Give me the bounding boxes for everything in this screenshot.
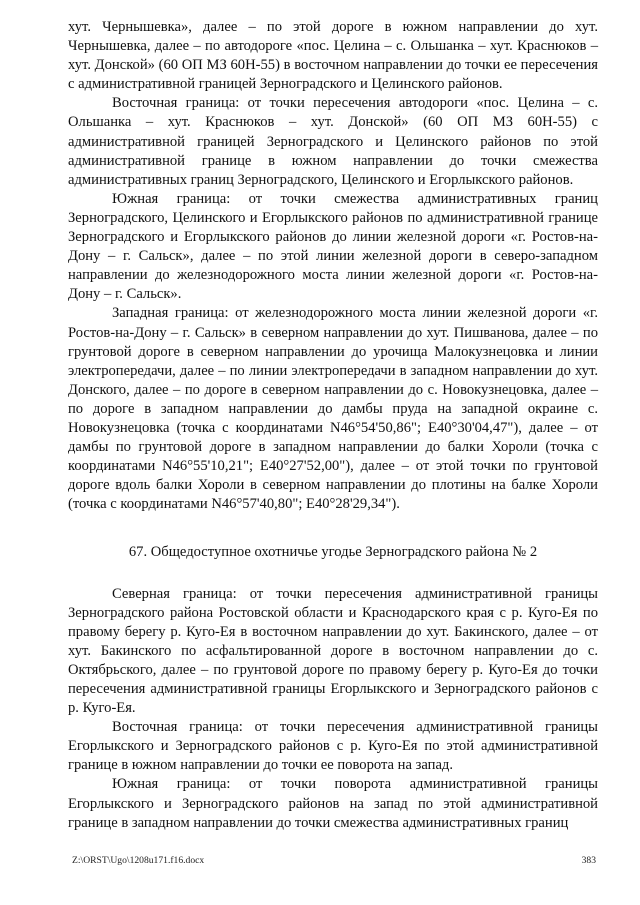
page-footer [72,855,596,866]
footer-page-number: 383 [581,855,596,866]
document-body [68,18,598,833]
paragraph-west-border: Западная граница: от железнодорожного моста линии железной дороги «г. Ростов-на-Дону – г. Сальск» в северном направлении до хут. Пишванова, далее – по грунтовой дороге в северном направлении до урочища Малокузнецовка и линии электропередачи, далее – по линии электропередачи в западном направлении до хут. Донского, далее – по дороге в северном направлении до с. Новокузнецовка, далее – по дороге в западном направлении до дамбы пруда на западной окраине с. Новокузнецовка (точка с координатами N46°54'50,86"; E40°30'04,47"), далее – от дамбы по грунтовой дороге в западном направлении до балки Хороли (точка с координатами N46°55'10,21"; E40°27'52,00"), далее – от этой точки по грунтовой дороге вдоль балки Хороли в северном направлении до плотины на балке Хороли (точка с координатами N46°57'40,80"; E40°28'29,34"). [68,305,598,513]
paragraph-north-border: Северная граница: от точки пересечения административной границы Зерноградского района Ростовской области и Краснодарского края с р. Куго-Ея по правому берегу р. Куго-Ея в восточном направлении до хут. Бакинского, далее – от хут. Бакинского по асфальтированной дороге в восточном направлении до с. Октябрьского, далее – по грунтовой дороге по правому берегу р. Куго-Ея до точки пересечения административной границы Егорлыкского и Зерноградского районов с р. Куго-Ея. [68,585,598,717]
footer-file-path: Z:\ORST\Ugo\1208u171.f16.docx [72,855,205,866]
paragraph-south-border: Южная граница: от точки смежества административных границ Зерноградского, Целинского и Егорлыкского районов по административной границе Зерноградского и Егорлыкского районов до линии железной дороги «г. Ростов-на-Дону – г. Сальск», далее – по этой линии железной дороги в северо-западном направлении до железнодорожного моста линии железной дороги «г. Ростов-на-Дону – г. Сальск». [68,190,598,303]
paragraph: хут. Чернышевка», далее – по этой дороге в южном направлении до хут. Чернышевка, далее – по автодороге «пос. Целина – с. Ольшанка – хут. Краснюков – хут. Донской» (60 ОП МЗ 60Н-55) в восточном направлении до точки ее пересечения с административной границей Зерноградского и Целинского районов. [68,19,598,93]
paragraph-east-border-2: Восточная граница: от точки пересечения административной границы Егорлыкского и Зерноградского районов с р. Куго-Ея по этой административной границе в южном направлении до точки ее поворота на запад. [68,719,598,774]
paragraph-east-border: Восточная граница: от точки пересечения автодороги «пос. Целина – с. Ольшанка – хут. Краснюков – хут. Донской» (60 ОП МЗ 60Н-55) с административной границей Зерноградского и Целинского районов по этой административной границе в южном направлении до точки смежества административных границ Зерноградского, Целинского и Егорлыкского районов. [68,95,598,188]
section-heading: 67. Общедоступное охотничье угодье Зерноградского района № 2 [128,544,538,561]
paragraph-south-border-2: Южная граница: от точки поворота административной границы Егорлыкского и Зерноградского районов на запад по этой административной границе в западном направлении до точки смежества административных границ [68,776,598,831]
